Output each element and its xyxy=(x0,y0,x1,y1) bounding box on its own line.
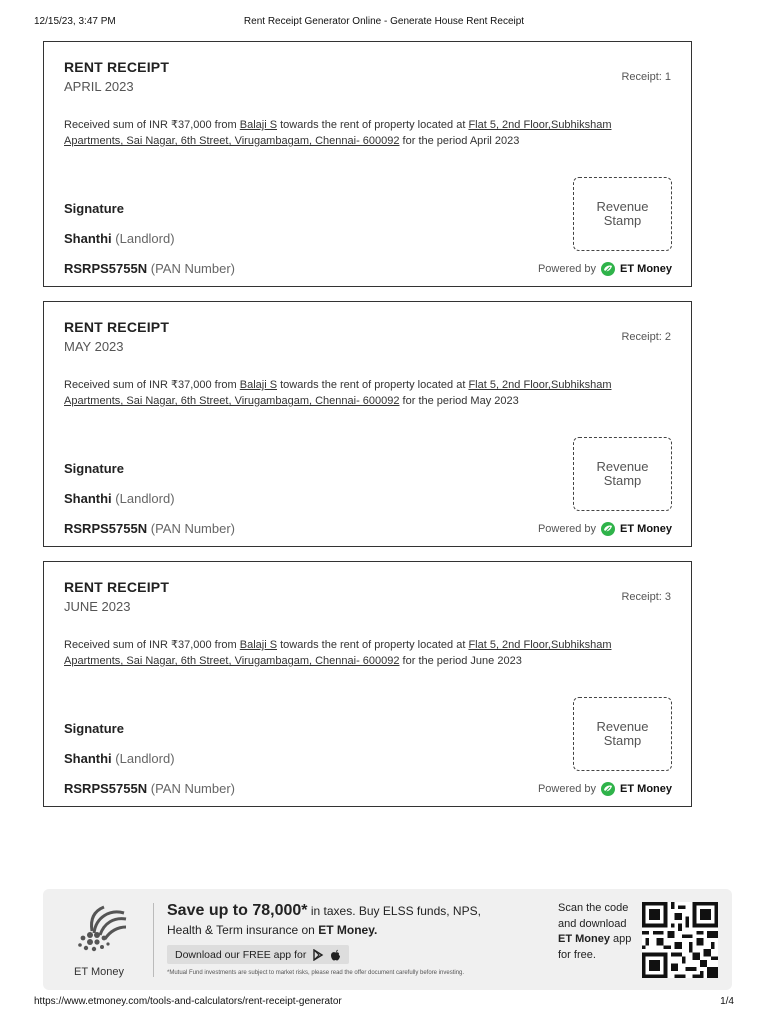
banner-disclaimer: *Mutual Fund investments are subject to market risks, please read the offer document carefully before investing. xyxy=(167,970,465,976)
page-number: 1/4 xyxy=(720,996,734,1007)
pan-number: RSRPS5755N xyxy=(64,781,148,796)
et-money-ad-banner[interactable] xyxy=(43,889,732,990)
receipt-body: Received sum of INR ₹37,000 from Balaji S towards the rent of property located at Flat 5, 2nd Floor,Subhiksham Apartments, Sai Nagar, 6th Street, Virugambagam, Chennai- 600092 for the period May 2023 xyxy=(64,379,612,407)
receipt-heading: RENT RECEIPT xyxy=(64,579,170,595)
property-address: Flat 5, 2nd Floor,Subhiksham Apartments, Sai Nagar, 6th Street, Virugambagam, Chennai- 600092 xyxy=(64,119,612,147)
pan-line xyxy=(64,521,235,536)
print-header xyxy=(34,16,734,30)
print-footer xyxy=(34,996,734,1007)
receipt-number: Receipt: 1 xyxy=(621,71,671,83)
logo-label: ET Money xyxy=(74,966,124,978)
property-address: Flat 5, 2nd Floor,Subhiksham Apartments, Sai Nagar, 6th Street, Virugambagam, Chennai- 600092 xyxy=(64,639,612,667)
signature-label: Signature xyxy=(64,721,124,736)
pan-number: RSRPS5755N xyxy=(64,261,148,276)
revenue-stamp-box: Revenue Stamp xyxy=(573,697,672,771)
property-address: Flat 5, 2nd Floor,Subhiksham Apartments, Sai Nagar, 6th Street, Virugambagam, Chennai- 600092 xyxy=(64,379,612,407)
landlord-line xyxy=(64,751,175,766)
landlord-role: (Landlord) xyxy=(115,231,175,246)
receipt-period: APRIL 2023 xyxy=(64,79,134,94)
print-datetime: 12/15/23, 3:47 PM xyxy=(34,16,116,27)
pan-number: RSRPS5755N xyxy=(64,521,148,536)
page-url: https://www.etmoney.com/tools-and-calculators/rent-receipt-generator xyxy=(34,996,342,1007)
brand-name: ET Money xyxy=(620,783,672,795)
landlord-role: (Landlord) xyxy=(115,751,175,766)
receipt-heading: RENT RECEIPT xyxy=(64,59,170,75)
apple-icon xyxy=(330,949,341,961)
brand-name: ET Money xyxy=(620,523,672,535)
signature-label: Signature xyxy=(64,461,124,476)
revenue-stamp-box: Revenue Stamp xyxy=(573,437,672,511)
pan-line xyxy=(64,781,235,796)
banner-headline: Save up to 78,000* in taxes. Buy ELSS funds, NPS, xyxy=(167,902,481,919)
receipt-period: MAY 2023 xyxy=(64,339,124,354)
landlord-name: Shanthi xyxy=(64,491,112,506)
rent-receipt-card xyxy=(43,41,692,287)
et-money-logo xyxy=(67,905,131,978)
receipt-body: Received sum of INR ₹37,000 from Balaji S towards the rent of property located at Flat 5, 2nd Floor,Subhiksham Apartments, Sai Nagar, 6th Street, Virugambagam, Chennai- 600092 for the period June 2023 xyxy=(64,639,612,667)
pan-label: (PAN Number) xyxy=(150,521,236,536)
landlord-line xyxy=(64,231,175,246)
et-money-leaf-icon xyxy=(600,781,616,797)
landlord-role: (Landlord) xyxy=(115,491,175,506)
et-money-logo-icon xyxy=(70,905,128,959)
et-money-leaf-icon xyxy=(600,261,616,277)
qr-code-icon[interactable] xyxy=(639,902,721,978)
brand-name: ET Money xyxy=(620,263,672,275)
receipt-heading: RENT RECEIPT xyxy=(64,319,170,335)
landlord-line xyxy=(64,491,175,506)
pan-line xyxy=(64,261,235,276)
receipt-body: Received sum of INR ₹37,000 from Balaji S towards the rent of property located at Flat 5, 2nd Floor,Subhiksham Apartments, Sai Nagar, 6th Street, Virugambagam, Chennai- 600092 for the period April 2023 xyxy=(64,119,612,147)
landlord-name: Shanthi xyxy=(64,751,112,766)
banner-subline: Health & Term insurance on ET Money. xyxy=(167,923,378,937)
receipt-number: Receipt: 3 xyxy=(621,591,671,603)
tenant-name: Balaji S xyxy=(239,379,278,391)
google-play-icon xyxy=(312,949,324,961)
receipt-period: JUNE 2023 xyxy=(64,599,131,614)
tenant-name: Balaji S xyxy=(239,639,278,651)
download-app-button[interactable]: Download our FREE app for xyxy=(167,945,349,964)
powered-by: Powered by ET Money xyxy=(537,783,672,795)
signature-label: Signature xyxy=(64,201,124,216)
powered-by: Powered by ET Money xyxy=(537,263,672,275)
landlord-name: Shanthi xyxy=(64,231,112,246)
tenant-name: Balaji S xyxy=(239,119,278,131)
print-page-title: Rent Receipt Generator Online - Generate House Rent Receipt xyxy=(243,16,525,27)
et-money-leaf-icon xyxy=(600,521,616,537)
receipt-number: Receipt: 2 xyxy=(621,331,671,343)
rent-receipt-card xyxy=(43,301,692,547)
banner-divider xyxy=(153,903,154,977)
powered-by: Powered by ET Money xyxy=(537,523,672,535)
rent-receipt-card xyxy=(43,561,692,807)
pan-label: (PAN Number) xyxy=(150,261,236,276)
scan-text: Scan the code and download ET Money app for free. xyxy=(558,902,632,961)
revenue-stamp-box: Revenue Stamp xyxy=(573,177,672,251)
pan-label: (PAN Number) xyxy=(150,781,236,796)
